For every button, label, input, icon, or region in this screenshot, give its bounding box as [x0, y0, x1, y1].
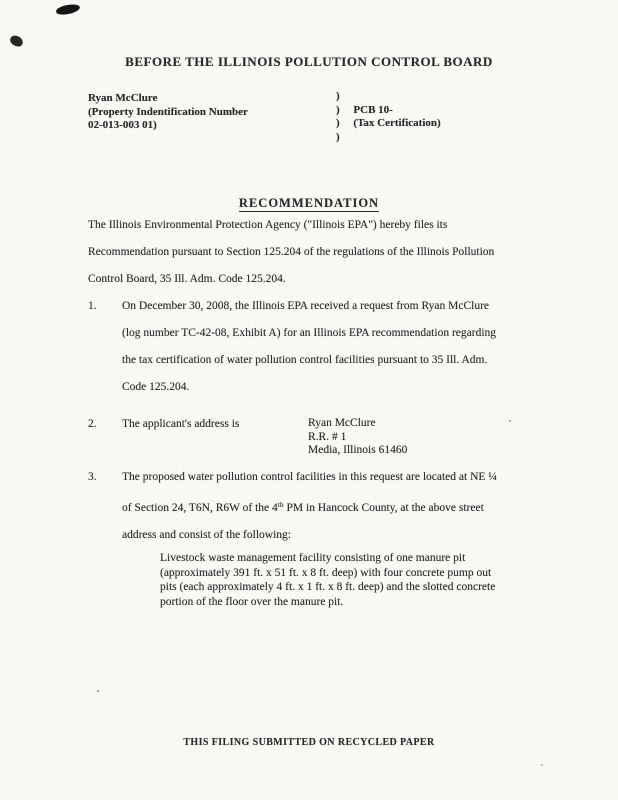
- item-text: [122, 293, 568, 401]
- section-heading-row: [0, 194, 618, 212]
- text-line: [122, 491, 568, 522]
- text-line: Code 125.204.: [122, 381, 190, 393]
- scan-speck: [541, 764, 543, 766]
- text-line: the tax certification of water pollution control facilities pursuant to 35 Ill. Adm.: [122, 354, 488, 366]
- text-fragment: PM in Hancock County, at the above street: [283, 502, 484, 514]
- petitioner-block: [88, 92, 248, 133]
- text-line: The Illinois Environmental Protection Agency ("Illinois EPA") hereby files its: [88, 219, 448, 231]
- ordinal-superscript: th: [277, 500, 284, 509]
- scan-artifact: [9, 34, 24, 48]
- text-line: The proposed water pollution control facilities in this request are located at NE ¼: [122, 471, 497, 483]
- text-fragment: of Section 24, T6N, R6W of the 4: [122, 502, 278, 514]
- caption-paren: ): [336, 130, 340, 143]
- scan-speck: [509, 420, 511, 422]
- case-number-block: [336, 90, 441, 144]
- text-line: address and consist of the following:: [122, 529, 291, 541]
- scan-speck: [97, 690, 99, 692]
- text-line: Control Board, 35 Ill. Adm. Code 125.204.: [88, 273, 286, 285]
- facility-description: [160, 551, 540, 609]
- recycled-paper-notice: THIS FILING SUBMITTED ON RECYCLED PAPER: [183, 737, 435, 748]
- numbered-item-1: [88, 293, 568, 401]
- item-number: 3.: [88, 471, 97, 483]
- docket-number: ) PCB 10-: [336, 103, 393, 116]
- property-id-line: (Property Indentification Number: [88, 105, 248, 118]
- numbered-item-3: [88, 464, 568, 549]
- text-line: Livestock waste management facility consisting of one manure pit: [160, 552, 466, 564]
- address-line: Media, Illinois 61460: [308, 444, 408, 456]
- text-line: portion of the floor over the manure pit.: [160, 595, 344, 608]
- text-line: pits (each approximately 4 ft. x 1 ft. x 8 ft. deep) and the slotted concrete: [160, 581, 496, 593]
- item-number: 1.: [88, 300, 97, 312]
- intro-paragraph: [88, 212, 568, 293]
- scan-artifact: [55, 3, 80, 15]
- applicant-address-block: [308, 417, 407, 458]
- item-number: 2.: [88, 418, 97, 430]
- applicant-address-label: The applicant's address is: [122, 418, 240, 430]
- address-line: Ryan McClure: [308, 417, 376, 429]
- address-line: R.R. # 1: [308, 430, 347, 443]
- petitioner-name: Ryan McClure: [88, 92, 158, 104]
- text-line: (log number TC-42-08, Exhibit A) for an Illinois EPA recommendation regarding: [122, 327, 497, 339]
- text-line: On December 30, 2008, the Illinois EPA received a request from Ryan McClure: [122, 300, 490, 312]
- section-heading: RECOMMENDATION: [238, 196, 380, 210]
- item-text: [122, 464, 568, 549]
- text-line: (approximately 391 ft. x 51 ft. x 8 ft. deep) with four concrete pump out: [160, 566, 492, 579]
- court-title: BEFORE THE ILLINOIS POLLUTION CONTROL BOARD: [125, 54, 493, 69]
- case-type: ) (Tax Certification): [336, 117, 441, 129]
- property-id-number: 02-013-003 01): [88, 119, 157, 131]
- text-line: Recommendation pursuant to Section 125.204 of the regulations of the Illinois Pollution: [88, 246, 495, 258]
- caption-paren: ): [336, 90, 340, 102]
